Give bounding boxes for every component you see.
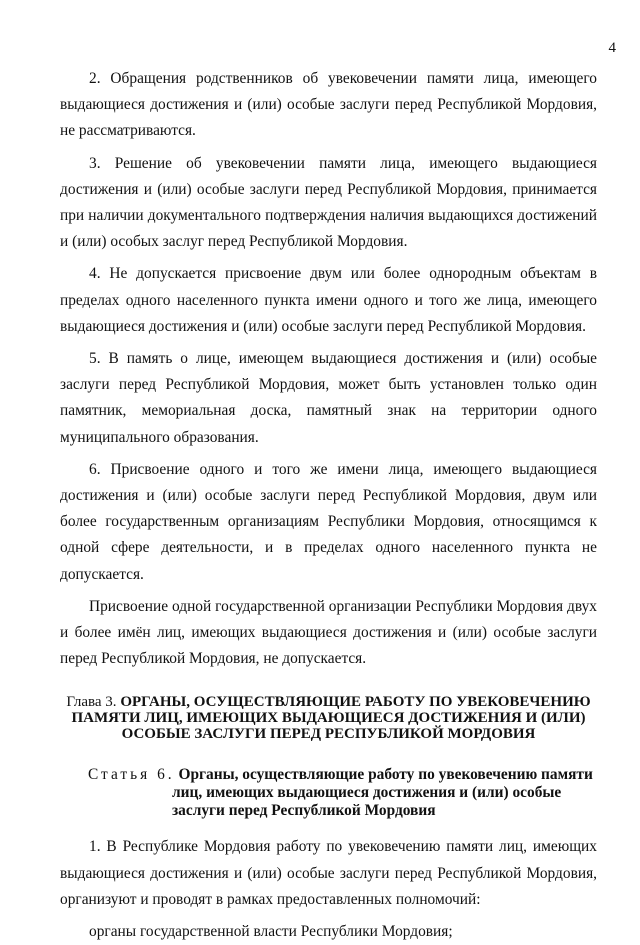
paragraph-6-continued: Присвоение одной государственной организации Республики Мордовия двух и более имён лиц, имеющих выдающиеся достижения и (или) особые заслуги перед Республикой Мордовия, не допускается. xyxy=(60,597,597,668)
article-title: Органы, осуществляющие работу по увековечению памяти лиц, имеющих выдающиеся достижения и (или) особые заслуги перед Республикой Мордовия xyxy=(172,766,593,820)
chapter-heading xyxy=(60,694,597,742)
paragraph-6: 6. Присвоение одного и того же имени лица, имеющего выдающиеся достижения и (или) особые заслуги перед Республикой Мордовия, двум или более государственным организациям Республики Мордовия, относящимся к одной сфере деятельности, и в пределах одного населенного пункта не допускается. xyxy=(60,460,597,583)
chapter-label: Глава 3. xyxy=(66,694,117,711)
article-paragraph-1: 1. В Республике Мордовия работу по увековечению памяти лиц, имеющих выдающиеся достижения и (или) особые заслуги перед Республикой Мордовия, организуют и проводят в рамках предоставленных полномочий: xyxy=(60,838,597,908)
page-number: 4 xyxy=(608,40,616,56)
paragraph-2: 2. Обращения родственников об увековечении памяти лица, имеющего выдающиеся достижения и (или) особые заслуги перед Республикой Мордовия, не рассматриваются. xyxy=(60,70,597,140)
chapter-title: ОРГАНЫ, ОСУЩЕСТВЛЯЮЩИЕ РАБОТУ ПО УВЕКОВЕЧЕНИЮ ПАМЯТИ ЛИЦ, ИМЕЮЩИХ ВЫДАЮЩИЕСЯ ДОСТИЖЕНИЯ И (ИЛИ) ОСОБЫЕ ЗАСЛУГИ ПЕРЕД РЕСПУБЛИКОЙ МОРДОВИЯ xyxy=(71,694,591,743)
article-heading xyxy=(60,766,597,820)
paragraph-4: 4. Не допускается присвоение двум или более однородным объектам в пределах одного населенного пункта имени одного и того же лица, имеющего выдающиеся достижения и (или) особые заслуги перед Республикой Мордовия. xyxy=(60,265,597,335)
document-body xyxy=(60,66,597,945)
article-paragraph-organs: органы государственной власти Республики Мордовия; xyxy=(89,923,453,941)
paragraph-5: 5. В память о лице, имеющем выдающиеся достижения и (или) особые заслуги перед Республикой Мордовия, может быть установлен только один памятник, мемориальная доска, памятный знак на территории одного муниципального образования. xyxy=(60,350,597,446)
article-label: Статья 6. xyxy=(88,766,175,784)
paragraph-3: 3. Решение об увековечении памяти лица, имеющего выдающиеся достижения и (или) особые заслуги перед Республикой Мордовия, принимается при наличии документального подтверждения наличия выдающихся достижений и (или) особых заслуг перед Республикой Мордовия. xyxy=(60,154,597,251)
